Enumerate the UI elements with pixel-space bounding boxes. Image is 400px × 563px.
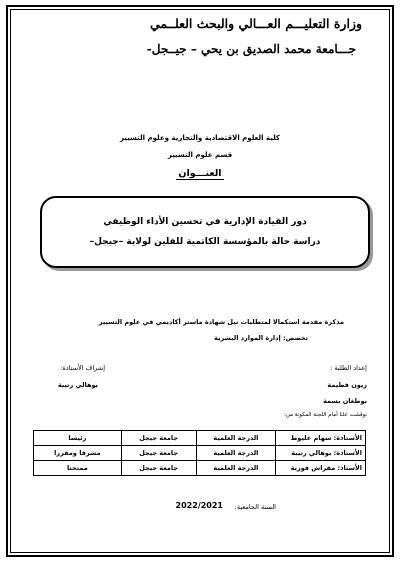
committee-member-role: مشرفا ومقررا: [34, 446, 122, 461]
committee-member-role: ممتحنا: [34, 461, 122, 476]
committee-member-university: جامعة جيجل: [121, 446, 196, 461]
committee-member-university: جامعة جيجل: [121, 431, 196, 446]
student-name: زيون فطيمة: [327, 381, 367, 389]
ministry-name: وزارة التعليـــم العـــالي والبحث العلــمي: [149, 16, 362, 31]
committee-member-name: الأستاذة: سهام عليوط: [276, 431, 366, 446]
committee-member-rank: الدرجة العلمية: [196, 446, 276, 461]
committee-member-name: الأستاذ: مقراش فوزية: [276, 461, 366, 476]
thesis-title-line-2: دراسة حالة بالمؤسسة الكاتمية للفلين لولاية –جيجل–: [89, 237, 321, 247]
specialization: تخصص: إدارة الموارد البشرية: [214, 334, 308, 342]
committee-member-name: الأستاذة: بوهالي رتيبة: [276, 446, 366, 461]
committee-member-university: جامعة جيجل: [121, 461, 196, 476]
committee-label: نوقشت علنا أمام اللجنة المكونة من:: [284, 412, 367, 418]
committee-table: [33, 430, 366, 476]
committee-member-rank: الدرجة العلمية: [196, 461, 276, 476]
student-name: بوطغان بسمة: [323, 397, 367, 405]
thesis-title-box: [40, 196, 370, 268]
table-row: [34, 461, 366, 476]
memo-description: مذكرة مقدمة استكمالا لمتطلبات نيل شهادة ماستر أكاديمي في علوم التسيير: [98, 318, 344, 326]
prepared-by-label: إعداد الطلبة :: [330, 364, 367, 372]
table-row: [34, 431, 366, 446]
faculty-name: كلية العلوم الاقتصادية والتجارية وعلوم التسيير: [119, 134, 280, 142]
supervisor-label: إشراف الأستاذة:: [60, 364, 105, 372]
table-row: [34, 446, 366, 461]
title-heading-text: العنـــوان: [178, 168, 222, 179]
committee-member-rank: الدرجة العلمية: [196, 431, 276, 446]
department-name: قسم علوم التسيير: [167, 151, 233, 159]
university-name: جـــامعة محمد الصديق بن يحي – جيــجل-: [146, 42, 356, 56]
supervisor-name: بوهالي رتيبة: [57, 381, 98, 389]
committee-member-role: رئيسا: [34, 431, 122, 446]
academic-year-label: السنة الجامعية:: [234, 503, 276, 511]
academic-year: 2022/2021: [175, 501, 223, 510]
title-heading: [0, 168, 400, 179]
thesis-title-line-1: دور القيادة الإدارية في تحسين الأداء الوظيفي: [103, 217, 307, 227]
